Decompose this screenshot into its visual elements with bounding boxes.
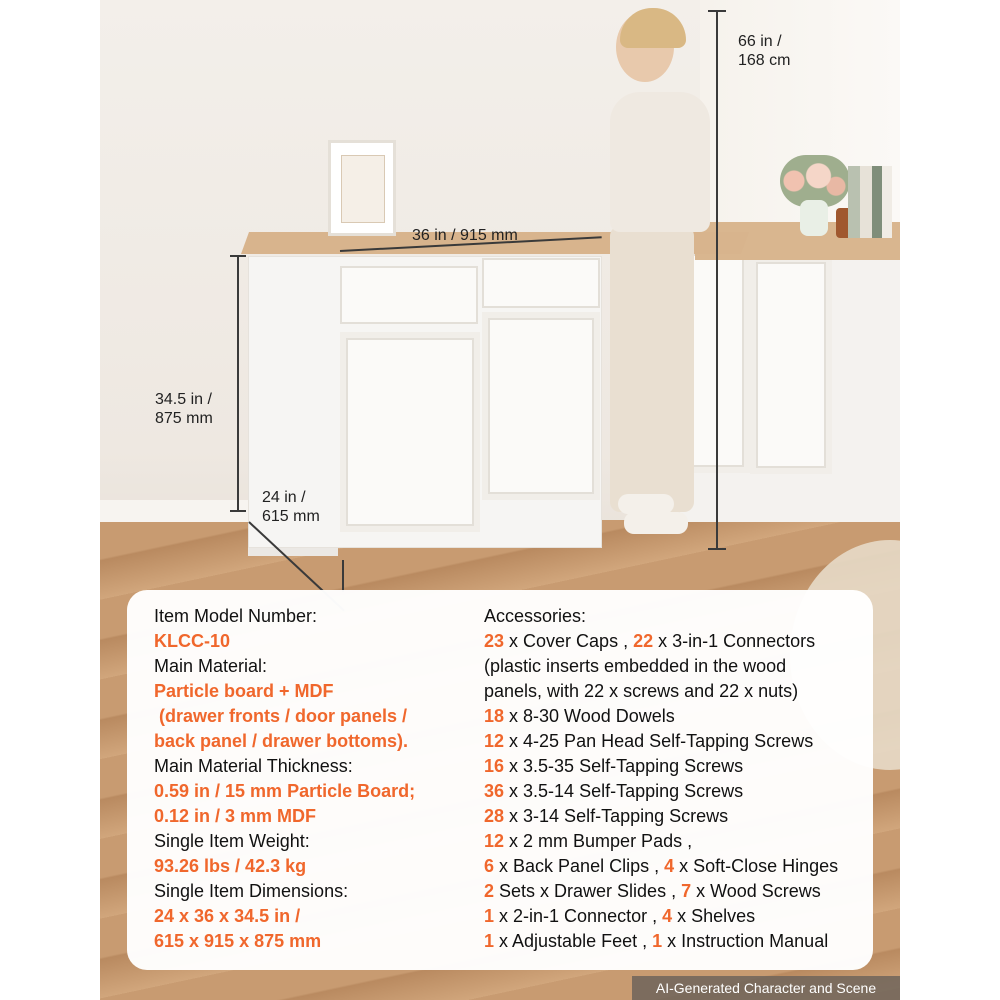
person-hair [620, 8, 686, 48]
accessory-text: x 2 mm Bumper Pads , [504, 831, 693, 851]
accessory-text: x Shelves [672, 906, 756, 926]
person-trousers [610, 226, 694, 512]
accessory-line [484, 779, 864, 804]
spec-value: 24 x 36 x 34.5 in / [154, 906, 301, 926]
cabinet-door-left [340, 332, 480, 532]
accessory-line [484, 829, 864, 854]
accessory-text: x 3.5-14 Self-Tapping Screws [504, 781, 744, 801]
accessory-text: x 2-in-1 Connector , [494, 906, 663, 926]
height-total-line [716, 10, 718, 550]
drawer-right [482, 258, 600, 308]
accessory-line [484, 704, 864, 729]
accessory-qty: 2 [484, 881, 495, 901]
accessory-qty: 1 [484, 931, 495, 951]
accessory-line [484, 629, 864, 654]
books [848, 166, 892, 238]
spec-label: Item Model Number: [154, 606, 318, 626]
height-total-cap-top [708, 10, 726, 12]
accessory-text: (plastic inserts embedded in the wood [484, 656, 787, 676]
accessory-qty: 1 [652, 931, 663, 951]
accessory-line [484, 929, 864, 954]
spec-value: 93.26 lbs / 42.3 kg [154, 856, 307, 876]
spec-label: Main Material: [154, 656, 268, 676]
accessory-qty: 36 [484, 781, 505, 801]
accessory-text: x 8-30 Wood Dowels [504, 706, 675, 726]
accessory-qty: 28 [484, 806, 505, 826]
accessory-line [484, 904, 864, 929]
cabinet-height-line [237, 255, 239, 511]
accessory-text: x 3-14 Self-Tapping Screws [504, 806, 729, 826]
accessories-list [484, 604, 864, 954]
accessory-text: x Instruction Manual [662, 931, 829, 951]
spec-value: 615 x 915 x 875 mm [154, 931, 322, 951]
accessory-text: x 3-in-1 Connectors [653, 631, 816, 651]
accessory-qty: 4 [662, 906, 673, 926]
accessory-qty: 23 [484, 631, 505, 651]
slipper [618, 494, 674, 514]
accessory-line [484, 729, 864, 754]
spec-label: Single Item Weight: [154, 831, 310, 851]
accessory-qty: 18 [484, 706, 505, 726]
spec-list [154, 604, 454, 954]
spec-value: (drawer fronts / door panels / [154, 706, 408, 726]
accessory-qty: 6 [484, 856, 495, 876]
accessory-text: x 4-25 Pan Head Self-Tapping Screws [504, 731, 814, 751]
accessory-line [484, 854, 864, 879]
accessories-title: Accessories: [484, 606, 587, 626]
cabinet-height-cap-bottom [230, 510, 246, 512]
accessory-text: x Wood Screws [691, 881, 821, 901]
accessory-qty: 7 [681, 881, 692, 901]
accessory-text: x Back Panel Clips , [494, 856, 665, 876]
accessory-qty: 16 [484, 756, 505, 776]
spec-value: KLCC-10 [154, 631, 231, 651]
accessory-text: x Cover Caps , [504, 631, 634, 651]
accessory-text: Sets x Drawer Slides , [494, 881, 682, 901]
accessory-qty: 22 [633, 631, 654, 651]
spec-value: back panel / drawer bottoms). [154, 731, 409, 751]
accessory-line [484, 804, 864, 829]
vase [800, 200, 828, 236]
accessory-line [484, 679, 864, 704]
cabinet-door [750, 256, 832, 474]
accessory-line [484, 754, 864, 779]
cabinet-height-label: 34.5 in / 875 mm [155, 391, 213, 427]
accessory-line [484, 654, 864, 679]
spec-value: 0.12 in / 3 mm MDF [154, 806, 317, 826]
accessory-qty: 12 [484, 831, 505, 851]
height-total-cap-bottom [708, 548, 726, 550]
accessory-qty: 12 [484, 731, 505, 751]
depth-cap [342, 560, 344, 592]
height-total-label: 66 in / 168 cm [738, 33, 791, 69]
spec-label: Main Material Thickness: [154, 756, 353, 776]
accessory-text: x 3.5-35 Self-Tapping Screws [504, 756, 744, 776]
spec-card [127, 590, 873, 970]
accessory-line [484, 879, 864, 904]
spec-label: Single Item Dimensions: [154, 881, 349, 901]
accessory-text: x Adjustable Feet , [494, 931, 653, 951]
width-label: 36 in / 915 mm [412, 227, 518, 244]
spec-value: 0.59 in / 15 mm Particle Board; [154, 781, 416, 801]
depth-label: 24 in / 615 mm [262, 489, 320, 525]
spec-value: Particle board + MDF [154, 681, 334, 701]
cabinet-door-right [482, 312, 600, 500]
accessory-qty: 4 [664, 856, 675, 876]
slipper [624, 512, 688, 534]
person-top [610, 92, 710, 232]
drawer-left [340, 266, 478, 324]
picture-frame [328, 140, 396, 236]
cabinet-height-cap-top [230, 255, 246, 257]
accessory-text: panels, with 22 x screws and 22 x nuts) [484, 681, 799, 701]
ai-generated-caption: AI-Generated Character and Scene [632, 976, 900, 1000]
botanical-print [341, 155, 385, 223]
accessory-qty: 1 [484, 906, 495, 926]
accessory-text: x Soft-Close Hinges [674, 856, 839, 876]
